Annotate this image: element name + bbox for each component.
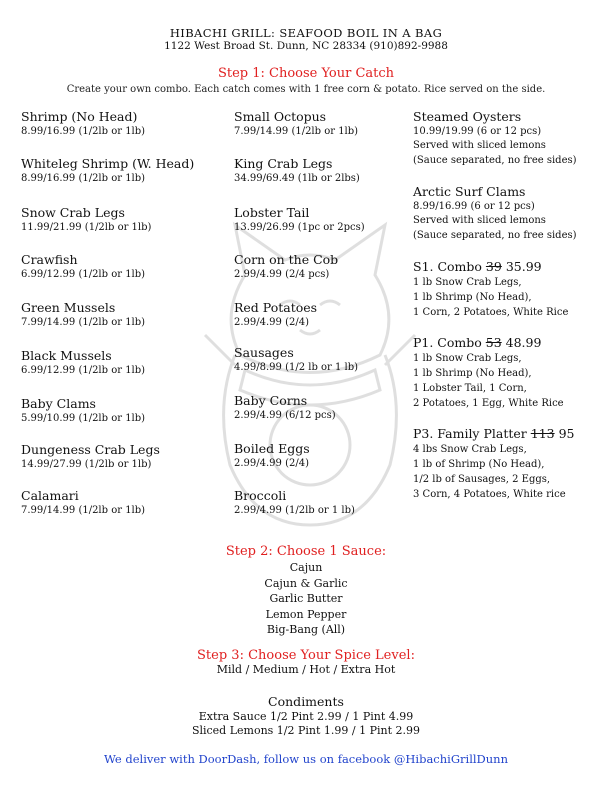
combo-p1: P1. Combo 53 48.99 1 lb Snow Crab Legs, 1 lb Shrimp (No Head), 1 Lobster Tail, 1 Corn, 2 Potatoes, 1 Egg, White Rice bbox=[413, 335, 564, 409]
menu-item: Lobster Tail 13.99/26.99 (1pc or 2pcs) bbox=[234, 205, 365, 233]
menu-item: Red Potatoes 2.99/4.99 (2/4) bbox=[234, 300, 318, 328]
old-price: 113 bbox=[530, 426, 555, 441]
restaurant-title: HIBACHI GRILL: SEAFOOD BOIL IN A BAG bbox=[169, 26, 443, 40]
condiments-title: Condiments bbox=[268, 694, 344, 709]
sauce-option: Garlic Butter bbox=[269, 592, 343, 605]
menu-item: Snow Crab Legs 11.99/21.99 (1/2lb or 1lb) bbox=[21, 205, 152, 233]
menu-item-oysters: Steamed Oysters 10.99/19.99 (6 or 12 pcs) Served with sliced lemons (Sauce separated, no free sides) bbox=[413, 109, 577, 166]
step1-title: Step 1: Choose Your Catch bbox=[217, 66, 395, 81]
old-price: 53 bbox=[485, 335, 502, 350]
new-price: 48.99 bbox=[505, 335, 542, 350]
menu-item-surf-clams: Arctic Surf Clams 8.99/16.99 (6 or 12 pcs) Served with sliced lemons (Sauce separated, no free sides) bbox=[413, 184, 577, 241]
menu-item: Whiteleg Shrimp (W. Head) 8.99/16.99 (1/2lb or 1lb) bbox=[21, 156, 195, 184]
restaurant-address: 1122 West Broad St. Dunn, NC 28334 (910)892-9988 bbox=[164, 40, 448, 52]
old-price: 39 bbox=[485, 259, 502, 274]
step2-title: Step 2: Choose 1 Sauce: bbox=[225, 544, 387, 559]
menu-item: Baby Corns 2.99/4.99 (6/12 pcs) bbox=[234, 393, 336, 421]
condiments-line: Extra Sauce 1/2 Pint 2.99 / 1 Pint 4.99 bbox=[198, 710, 414, 723]
menu-item: Broccoli 2.99/4.99 (1/2lb or 1 lb) bbox=[234, 488, 355, 516]
menu-item: Dungeness Crab Legs 14.99/27.99 (1/2lb or 1lb) bbox=[21, 442, 160, 470]
step1-subtitle: Create your own combo. Each catch comes with 1 free corn & potato. Rice served on the side. bbox=[66, 84, 546, 95]
new-price: 95 bbox=[558, 426, 575, 441]
menu-item: Shrimp (No Head) 8.99/16.99 (1/2lb or 1lb) bbox=[21, 109, 146, 137]
spice-levels: Mild / Medium / Hot / Extra Hot bbox=[216, 663, 396, 676]
menu-item: King Crab Legs 34.99/69.49 (1lb or 2lbs) bbox=[234, 156, 360, 184]
combo-p3: P3. Family Platter 113 95 4 lbs Snow Crab Legs, 1 lb of Shrimp (No Head), 1/2 lb of Sausages, 2 Eggs, 3 Corn, 4 Potatoes, White rice bbox=[413, 426, 575, 500]
menu-item: Corn on the Cob 2.99/4.99 (2/4 pcs) bbox=[234, 252, 339, 280]
sauce-option: Cajun & Garlic bbox=[264, 576, 348, 590]
new-price: 35.99 bbox=[505, 259, 542, 274]
menu-item: Calamari 7.99/14.99 (1/2lb or 1lb) bbox=[21, 488, 146, 516]
menu-item: Black Mussels 6.99/12.99 (1/2lb or 1lb) bbox=[21, 348, 146, 376]
condiments-line: Sliced Lemons 1/2 Pint 1.99 / 1 Pint 2.99 bbox=[191, 724, 421, 737]
menu-item: Crawfish 6.99/12.99 (1/2lb or 1lb) bbox=[21, 252, 146, 280]
menu-item: Small Octopus 7.99/14.99 (1/2lb or 1lb) bbox=[234, 109, 359, 137]
menu-item: Green Mussels 7.99/14.99 (1/2lb or 1lb) bbox=[21, 300, 146, 328]
menu-item: Sausages 4.99/8.99 (1/2 lb or 1 lb) bbox=[234, 345, 359, 373]
combo-s1: S1. Combo 39 35.99 1 lb Snow Crab Legs, 1 lb Shrimp (No Head), 1 Corn, 2 Potatoes, White Rice bbox=[413, 259, 569, 318]
sauce-list bbox=[0, 560, 612, 638]
menu-item: Baby Clams 5.99/10.99 (1/2lb or 1lb) bbox=[21, 396, 146, 424]
delivery-note: We deliver with DoorDash, follow us on facebook @HibachiGrillDunn bbox=[104, 752, 508, 766]
step3-title: Step 3: Choose Your Spice Level: bbox=[197, 648, 415, 663]
sauce-option: Cajun bbox=[289, 561, 323, 574]
sauce-option: Big-Bang (All) bbox=[266, 623, 346, 636]
sauce-option: Lemon Pepper bbox=[265, 607, 347, 621]
menu-item: Boiled Eggs 2.99/4.99 (2/4) bbox=[234, 441, 310, 469]
